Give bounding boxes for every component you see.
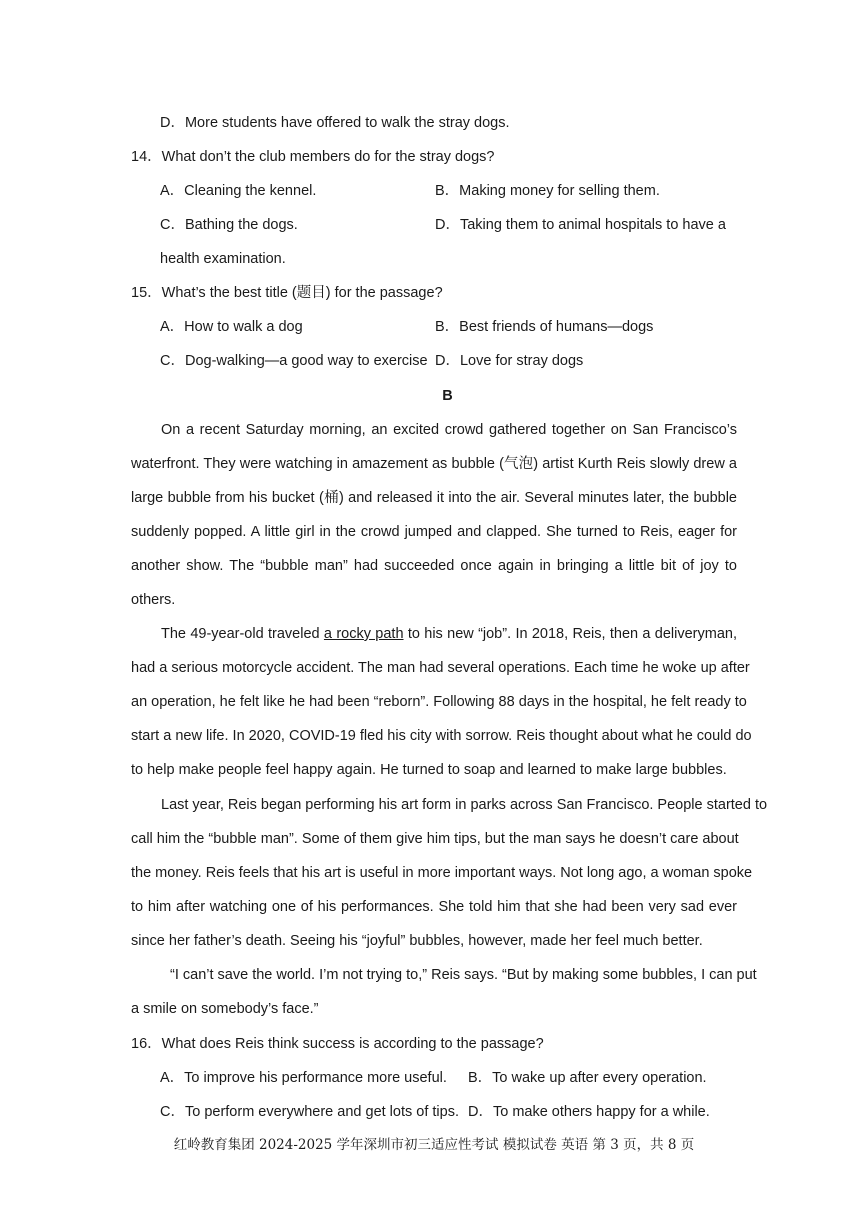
q16-question: 16．What does Reis think success is according to the passage? bbox=[131, 1036, 544, 1052]
q16-option-d: D．To make others happy for a while. bbox=[468, 1104, 710, 1120]
passage-line-with-underline bbox=[161, 624, 737, 644]
q14-question: 14．What don’t the club members do for the stray dogs? bbox=[131, 149, 495, 165]
passage-line: to him after watching one of his performances. She told him that she had been very sad ever bbox=[131, 899, 737, 915]
passage-line: others. bbox=[131, 592, 176, 608]
passage-line: to help make people feel happy again. He turned to soap and learned to make large bubbles. bbox=[131, 762, 727, 778]
passage-line: large bubble from his bucket (桶) and released it into the air. Several minutes later, the bubble bbox=[131, 490, 737, 506]
passage-line: start a new life. In 2020, COVID-19 fled his city with sorrow. Reis thought about what he could do bbox=[131, 728, 752, 744]
passage-line: On a recent Saturday morning, an excited crowd gathered together on San Francisco’s bbox=[161, 422, 737, 438]
passage-line: another show. The “bubble man” had succeeded once again in bringing a little bit of joy to bbox=[131, 558, 737, 574]
q15-question: 15．What’s the best title (题目) for the passage? bbox=[131, 285, 443, 301]
q16-option-b: B．To wake up after every operation. bbox=[468, 1070, 707, 1086]
q16-option-a: A．To improve his performance more useful. bbox=[160, 1070, 447, 1086]
page-footer: 红岭教育集团 2024-2025 学年深圳市初三适应性考试 模拟试卷 英语 第 3 页，共 8 页 bbox=[173, 1137, 695, 1153]
passage-line: an operation, he felt like he had been “reborn”. Following 88 days in the hospital, he felt ready to bbox=[131, 694, 747, 710]
q14-option-d: D．Taking them to animal hospitals to have a bbox=[435, 217, 726, 233]
passage-line: a smile on somebody’s face.” bbox=[131, 1001, 319, 1017]
q14-option-c: C．Bathing the dogs. bbox=[160, 217, 298, 233]
q15-option-a: A．How to walk a dog bbox=[160, 319, 303, 335]
q15-option-b: B．Best friends of humans—dogs bbox=[435, 319, 654, 335]
q15-option-d: D．Love for stray dogs bbox=[435, 353, 584, 369]
passage-line: the money. Reis feels that his art is useful in more important ways. Not long ago, a woman spoke bbox=[131, 865, 753, 881]
passage-line: suddenly popped. A little girl in the crowd jumped and clapped. She turned to Reis, eager for bbox=[131, 524, 737, 540]
underlined-phrase: a rocky path bbox=[323, 626, 404, 642]
passage-line: Last year, Reis began performing his art form in parks across San Francisco. People started to bbox=[161, 797, 768, 813]
q14-option-b: B．Making money for selling them. bbox=[435, 183, 660, 199]
q16-option-c: C．To perform everywhere and get lots of tips. bbox=[160, 1104, 459, 1120]
text-segment: The 49-year-old traveled bbox=[161, 626, 324, 642]
passage-line: call him the “bubble man”. Some of them give him tips, but the man says he doesn’t care about bbox=[131, 831, 739, 847]
passage-line: waterfront. They were watching in amazement as bubble (气泡) artist Kurth Reis slowly drew a bbox=[131, 456, 737, 472]
q14-option-d-continued: health examination. bbox=[160, 251, 286, 267]
q15-option-c: C．Dog-walking—a good way to exercise bbox=[160, 353, 428, 369]
q13-option-d: D．More students have offered to walk the stray dogs. bbox=[160, 115, 510, 131]
text-segment: to his new “job”. In 2018, Reis, then a deliveryman, bbox=[403, 626, 737, 642]
q14-option-a: A．Cleaning the kennel. bbox=[160, 183, 317, 199]
passage-line: since her father’s death. Seeing his “joyful” bubbles, however, made her feel much better. bbox=[131, 933, 703, 949]
section-b-heading: B bbox=[442, 388, 453, 404]
passage-line: had a serious motorcycle accident. The man had several operations. Each time he woke up after bbox=[131, 660, 750, 676]
passage-line: “I can’t save the world. I’m not trying to,” Reis says. “But by making some bubbles, I can put bbox=[170, 967, 757, 983]
